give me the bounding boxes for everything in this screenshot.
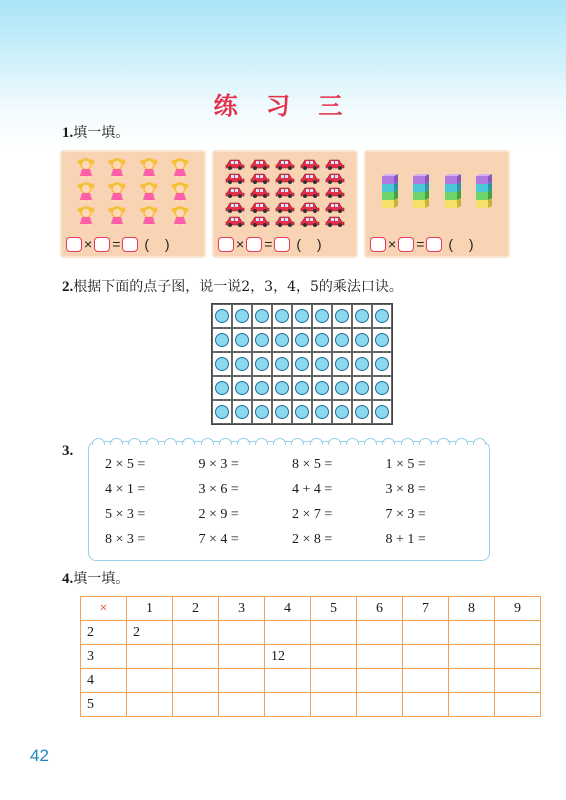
multiplication-table [80,596,541,717]
dot-cell [312,328,332,352]
equation[interactable]: 2 × 5 = [105,456,146,472]
question-2-label [62,276,403,296]
answer-box[interactable] [122,237,138,252]
toy-car-icon [250,214,270,227]
dot-cell [232,376,252,400]
answer-box[interactable] [274,237,290,252]
binding-hole [291,438,304,445]
toy-car-icon [225,185,245,198]
binding-hole [92,438,105,445]
equation[interactable]: 4 + 4 = [292,481,333,497]
answer-cell[interactable] [449,621,495,645]
equation[interactable]: 3 × 8 = [385,481,426,497]
header-cell: 8 [449,597,495,621]
dot [375,357,389,371]
dot-cell [272,376,292,400]
dot [355,381,369,395]
binding-hole [219,438,232,445]
answer-cell[interactable] [449,669,495,693]
dot-cell [352,376,372,400]
answer-cell[interactable] [311,621,357,645]
answer-cell[interactable] [127,669,173,693]
toy-car-icon [300,171,320,184]
q1-equation-1 [66,236,176,252]
dot [355,309,369,323]
page-number: 42 [30,746,49,765]
binding-hole [110,438,123,445]
table-row [81,669,541,693]
dot [275,357,289,371]
answer-cell[interactable] [357,645,403,669]
toy-car-icon [325,157,345,170]
row-header-cell: 2 [81,621,127,645]
dot-cell [232,328,252,352]
binding-hole [364,438,377,445]
toy-car-icon [275,157,295,170]
dot-cell [252,304,272,328]
dot [215,333,229,347]
equation[interactable]: 5 × 3 = [105,506,146,522]
dot-cell [272,304,292,328]
dot-cell [252,376,272,400]
dot-cell [292,400,312,424]
dot-cell [212,304,232,328]
table-header-row [81,597,541,621]
doll-icon [107,205,127,227]
toy-car-icon [325,185,345,198]
answer-cell[interactable] [311,645,357,669]
answer-cell[interactable] [495,693,541,717]
header-cell: 5 [311,597,357,621]
equation[interactable]: 4 × 1 = [105,481,146,497]
block-stack-icon [411,174,431,210]
dot-cell [212,376,232,400]
doll-icon [139,181,159,203]
question-2-number: 2. [62,279,74,295]
toy-car-icon [325,171,345,184]
binding-hole [310,438,323,445]
answer-cell[interactable] [127,645,173,669]
binding-hole [182,438,195,445]
answer-cell[interactable]: 2 [127,621,173,645]
table-row [81,693,541,717]
dot-cell [292,352,312,376]
dot-cell [252,400,272,424]
times-sign: × [388,236,397,252]
answer-cell[interactable] [403,621,449,645]
dot [295,309,309,323]
dot [335,309,349,323]
dot-grid [211,303,393,425]
header-cell: 2 [173,597,219,621]
question-1-label [62,122,129,142]
dot [255,357,269,371]
equation[interactable]: 1 × 5 = [385,456,426,472]
dot-cell [212,352,232,376]
table-row [81,621,541,645]
doll-icon [170,205,190,227]
dot [295,357,309,371]
dot [375,405,389,419]
equals-sign: = [264,236,273,252]
equals-sign: = [112,236,121,252]
dot [355,405,369,419]
toy-car-icon [300,185,320,198]
equation[interactable]: 8 × 5 = [292,456,333,472]
binding-hole [455,438,468,445]
equation[interactable]: 9 × 3 = [198,456,239,472]
dot-cell [252,328,272,352]
header-cell: 9 [495,597,541,621]
binding-hole [346,438,359,445]
dot [255,381,269,395]
binding-hole [255,438,268,445]
question-1-text: 填一填。 [73,125,130,141]
q3-equation-grid [105,452,479,552]
dot-cell [352,400,372,424]
q1-panel-blocks [364,150,510,258]
equation[interactable]: 7 × 4 = [198,531,239,547]
doll-icon [76,181,96,203]
answer-cell[interactable] [403,669,449,693]
answer-cell[interactable] [219,621,265,645]
dot [235,309,249,323]
answer-cell[interactable] [127,693,173,717]
multiplication-rhyme-blank[interactable]: ( ) [144,236,176,252]
doll-icon [139,205,159,227]
page-title: 练 习 三 [213,92,353,120]
answer-cell[interactable] [311,693,357,717]
header-cell: 1 [127,597,173,621]
dot [335,381,349,395]
dot-cell [232,400,252,424]
question-1-number: 1. [62,125,74,141]
dot-cell [372,400,392,424]
toy-car-icon [250,157,270,170]
row-header-cell: 5 [81,693,127,717]
binding-hole [382,438,395,445]
q1-equation-3 [370,236,480,252]
dot-cell [232,352,252,376]
doll-icon [107,181,127,203]
answer-box[interactable] [246,237,262,252]
binding-hole [401,438,414,445]
answer-cell[interactable] [265,621,311,645]
toy-car-icon [300,157,320,170]
block-stack-icon [474,174,494,210]
dot-cell [312,304,332,328]
dot [375,381,389,395]
dot-cell [292,304,312,328]
dot [315,381,329,395]
answer-cell[interactable] [311,669,357,693]
dot [215,405,229,419]
answer-cell[interactable] [357,669,403,693]
answer-box[interactable] [94,237,110,252]
binding-hole [437,438,450,445]
answer-box[interactable] [426,237,442,252]
doll-icon [107,157,127,179]
dot [355,357,369,371]
dot-cell [272,352,292,376]
dot-cell [332,400,352,424]
binding-hole [128,438,141,445]
dot [275,405,289,419]
row-header-cell: 3 [81,645,127,669]
equation[interactable]: 2 × 7 = [292,506,333,522]
dot [235,381,249,395]
toy-car-icon [250,171,270,184]
dot [255,405,269,419]
answer-cell[interactable] [495,645,541,669]
dot [315,309,329,323]
answer-box[interactable] [218,237,234,252]
header-cell: 7 [403,597,449,621]
equation[interactable]: 2 × 9 = [198,506,239,522]
answer-cell[interactable] [219,693,265,717]
question-4-text: 填一填。 [73,571,130,587]
toy-car-icon [325,214,345,227]
toy-car-icon [225,214,245,227]
dot [375,309,389,323]
binding-hole [328,438,341,445]
dot-cell [352,304,372,328]
binding-hole [473,438,486,445]
answer-cell[interactable] [173,645,219,669]
dot-cell [272,328,292,352]
car-grid [222,156,348,228]
answer-cell[interactable] [357,693,403,717]
dot-cell [352,352,372,376]
dot-cell [232,304,252,328]
dot [275,309,289,323]
dot [255,309,269,323]
table-row [81,645,541,669]
answer-cell[interactable] [403,693,449,717]
q3-equation-card [88,441,490,561]
dot-cell [292,328,312,352]
dot-cell [332,376,352,400]
answer-cell[interactable] [449,645,495,669]
dot [295,333,309,347]
dot [315,405,329,419]
dot [335,333,349,347]
card-binding-holes [89,438,489,446]
doll-icon [170,157,190,179]
dot-cell [312,352,332,376]
dot [315,357,329,371]
answer-cell[interactable] [495,621,541,645]
answer-cell[interactable]: 12 [265,645,311,669]
q1-equation-2 [218,236,328,252]
dot-cell [212,328,232,352]
doll-icon [76,205,96,227]
header-cell: 6 [357,597,403,621]
equation[interactable]: 7 × 3 = [385,506,426,522]
answer-cell[interactable] [173,621,219,645]
toy-car-icon [275,200,295,213]
dot-cell [212,400,232,424]
answer-box[interactable] [370,237,386,252]
binding-hole [146,438,159,445]
answer-cell[interactable] [219,669,265,693]
block-stack-icon [380,174,400,210]
dot [335,357,349,371]
answer-cell[interactable] [173,693,219,717]
toy-car-icon [225,171,245,184]
equals-sign: = [416,236,425,252]
toy-car-icon [275,185,295,198]
binding-hole [201,438,214,445]
binding-hole [237,438,250,445]
dot-cell [352,328,372,352]
dot-cell [252,352,272,376]
dot-cell [332,304,352,328]
toy-car-icon [225,157,245,170]
dot [235,357,249,371]
times-sign: × [84,236,93,252]
block-grid [374,156,500,228]
toy-car-icon [275,214,295,227]
equation[interactable]: 8 × 3 = [105,531,146,547]
dot-cell [312,376,332,400]
answer-box[interactable] [398,237,414,252]
question-2-text: 根据下面的点子图，说一说2，3，4，5的乘法口诀。 [73,279,403,295]
answer-cell[interactable] [265,669,311,693]
dot [355,333,369,347]
dot [375,333,389,347]
answer-cell[interactable] [357,621,403,645]
dot [295,405,309,419]
answer-cell[interactable] [265,693,311,717]
dot-cell [272,400,292,424]
dot [255,333,269,347]
doll-icon [139,157,159,179]
question-4-number: 4. [62,571,74,587]
dot [215,309,229,323]
question-3-number: 3. [62,443,74,459]
answer-box[interactable] [66,237,82,252]
doll-grid [70,156,196,228]
times-header-cell: × [81,597,127,621]
dot [295,381,309,395]
dot-cell [372,328,392,352]
toy-car-icon [250,185,270,198]
times-sign: × [236,236,245,252]
dot [215,357,229,371]
block-stack-icon [443,174,463,210]
header-cell: 3 [219,597,265,621]
q1-panel-dolls [60,150,206,258]
dot [215,381,229,395]
dot [275,381,289,395]
toy-car-icon [325,200,345,213]
dot [235,405,249,419]
question-3-label [62,443,73,460]
row-header-cell: 4 [81,669,127,693]
dot [275,333,289,347]
q1-panel-cars [212,150,358,258]
answer-cell[interactable] [173,669,219,693]
toy-car-icon [250,200,270,213]
equation[interactable]: 3 × 6 = [198,481,239,497]
dot-cell [372,352,392,376]
toy-car-icon [300,214,320,227]
toy-car-icon [275,171,295,184]
question-4-label [62,568,129,588]
binding-hole [164,438,177,445]
dot [315,333,329,347]
binding-hole [273,438,286,445]
toy-car-icon [300,200,320,213]
toy-car-icon [225,200,245,213]
header-cell: 4 [265,597,311,621]
equation[interactable]: 2 × 8 = [292,531,333,547]
answer-cell[interactable] [495,669,541,693]
dot-cell [372,376,392,400]
answer-cell[interactable] [403,645,449,669]
dot-cell [332,352,352,376]
dot-cell [312,400,332,424]
dot [235,333,249,347]
dot-cell [292,376,312,400]
doll-icon [170,181,190,203]
dot-cell [372,304,392,328]
dot-cell [332,328,352,352]
answer-cell[interactable] [449,693,495,717]
multiplication-rhyme-blank[interactable]: ( ) [296,236,328,252]
dot [335,405,349,419]
multiplication-rhyme-blank[interactable]: ( ) [448,236,480,252]
answer-cell[interactable] [219,645,265,669]
doll-icon [76,157,96,179]
equation[interactable]: 8 + 1 = [385,531,426,547]
binding-hole [419,438,432,445]
